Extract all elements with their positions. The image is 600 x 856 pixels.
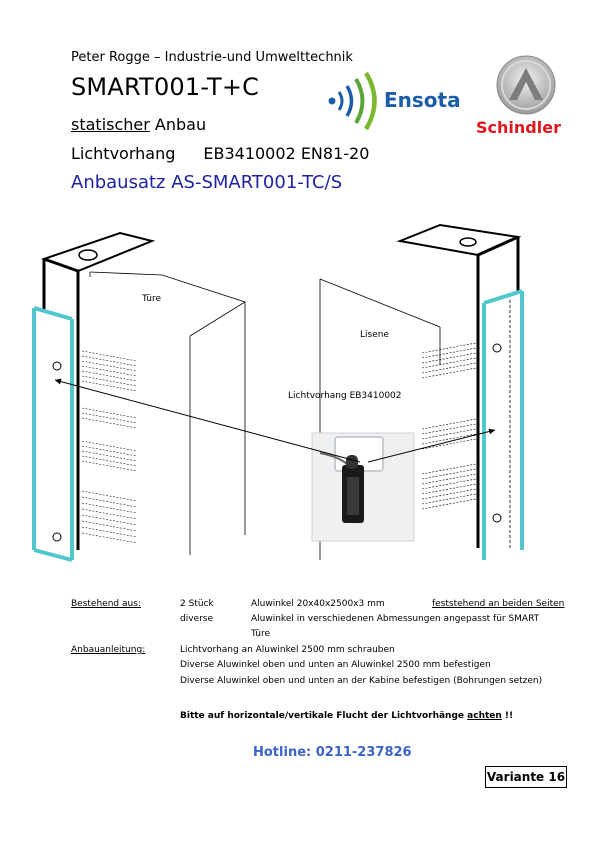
- right-top-bracket: [400, 225, 518, 548]
- right-beam-lines: [422, 343, 476, 509]
- company-name: Peter Rogge – Industrie-und Umwelttechnik: [71, 50, 353, 65]
- light-curtain-drawing-label: Lichtvorhang EB3410002: [288, 391, 402, 401]
- right-profile: [484, 291, 522, 560]
- step-3: Diverse Aluwinkel oben und unten an der Kabine befestigen (Bohrungen setzen): [180, 676, 543, 686]
- row1-desc: Aluwinkel 20x40x2500x3 mm: [251, 599, 385, 609]
- schindler-logo: [476, 54, 576, 140]
- right-hole-top: [493, 344, 501, 352]
- row1-qty: 2 Stück: [180, 599, 214, 609]
- installation-drawing: [0, 215, 600, 575]
- row1-note: feststehend an beiden Seiten: [432, 599, 565, 609]
- schindler-emblem-icon: [476, 54, 576, 118]
- hotline: Hotline: 0211-237826: [253, 745, 412, 760]
- row2-qty: diverse: [180, 614, 214, 624]
- instructions-label: Anbauanleitung:: [71, 645, 146, 655]
- pilaster-label: Lisene: [360, 330, 389, 340]
- right-hole-bottom: [493, 514, 501, 522]
- light-curtain-model: EB3410002: [203, 144, 296, 163]
- schindler-wordmark: Schindler: [476, 118, 561, 137]
- step-1: Lichtvorhang an Aluwinkel 2500 mm schrauben: [180, 645, 395, 655]
- door-label: Türe: [142, 294, 162, 304]
- installation-type-rest: Anbau: [149, 115, 207, 134]
- variant-box: Variante 16: [485, 766, 567, 788]
- ensota-logo: [322, 72, 462, 130]
- kit-title: Anbausatz AS-SMART001-TC/S: [71, 172, 343, 193]
- light-curtain-photo: [312, 433, 414, 541]
- installation-type: [71, 115, 206, 134]
- light-curtain-label: Lichtvorhang: [71, 144, 176, 163]
- light-curtain-standard: EN81-20: [300, 144, 370, 163]
- row2-desc-cont: Türe: [251, 629, 271, 639]
- step-2: Diverse Aluwinkel oben und unten an Aluwinkel 2500 mm befestigen: [180, 660, 491, 670]
- left-beam-lines: [82, 351, 137, 543]
- installation-type-static: statischer: [71, 115, 150, 134]
- ensota-signal-icon: [322, 72, 384, 130]
- left-hole-bottom: [53, 533, 61, 541]
- alignment-notice: Bitte auf horizontale/vertikale Flucht der Lichtvorhänge achten !!: [180, 711, 514, 721]
- light-curtain-line: [71, 144, 369, 163]
- row2-desc: Aluwinkel in verschiedenen Abmessungen angepasst für SMART: [251, 614, 540, 624]
- ensota-wordmark: Ensota: [384, 88, 461, 112]
- left-hole-top: [53, 362, 61, 370]
- left-profile: [34, 308, 72, 560]
- consists-label: Bestehend aus:: [71, 599, 141, 609]
- product-code: SMART001-T+C: [71, 73, 260, 101]
